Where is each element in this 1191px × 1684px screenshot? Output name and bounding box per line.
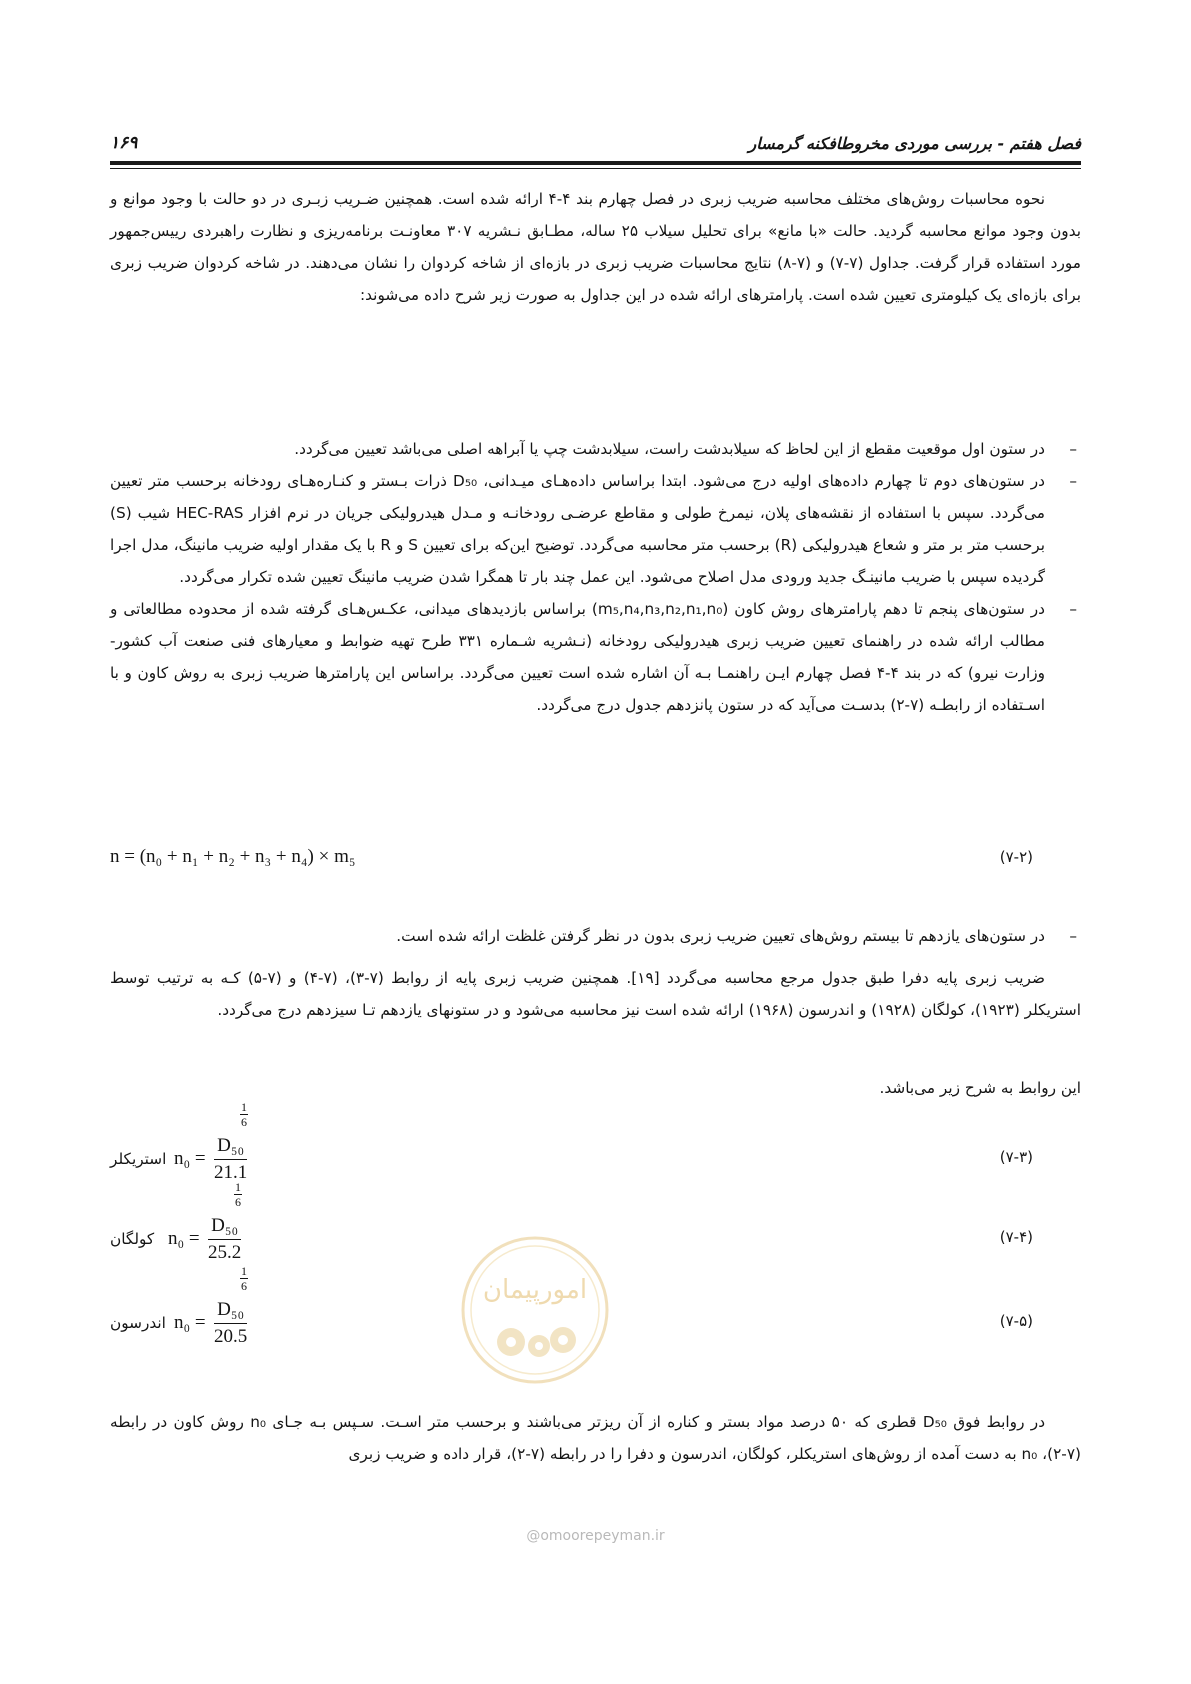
bullet-item <box>110 433 1081 465</box>
fraction-numerator: D₅₀ <box>217 1135 245 1156</box>
equation-cowan <box>110 846 1081 886</box>
equation-fraction <box>214 1264 248 1348</box>
paragraph-base-roughness: ضریب زبری پایه دفرا طبق جدول مرجع محاسبه می‌گردد [۱۹]. همچنین ضریب زبری پایه از روابط (۷-۳)، (۷-۴) و (۷-۵) کـه به ترتیب توسط استریکلر (۱۹۲۳)، کولگان (۱۹۲۸) و اندرسون (۱۹۶۸) ارائه شده است نیز محاسبه می‌شود و در ستونهای یازدهم تـا سیزدهم درج می‌گردد. <box>110 969 1081 1019</box>
equation-name: اندرسون <box>110 1314 166 1332</box>
equation-number: (۷-۲) <box>999 848 1033 866</box>
equation-name: استریکلر <box>110 1150 167 1168</box>
equation-number: (۷-۵) <box>999 1312 1033 1330</box>
equation-lhs: n₀ = <box>168 1228 200 1249</box>
bullet-text: در ستون‌های دوم تا چهارم داده‌های اولیه درج می‌شود. ابتدا براساس داده‌هـای میـدانی، D₅₀ ذرات بـستر و کنـاره‌هـای رودخانه برحسب متر تعیین می‌گردد. سپس با استفاده از نقشه‌های پلان، نیمرخ طولی و مقاطع عرضـی رودخانـه و مـدل هیدرولیکی جریان در نرم افزار HEC-RAS شیب (S) برحسب متر بر متر و شعاع هیدرولیکی (R) برحسب متر محاسبه می‌گردد. توضیح این‌که برای تعیین S و R با یک مقدار اولیه ضریب مانینگ، مدل اجرا گردیده سپس با ضریب مانینـگ جدید ورودی مدل اصلاح می‌شود. این عمل چند بار تا همگرا شدن ضریب مانینگ تعیین شده تکرار می‌گردد. <box>110 472 1045 586</box>
equation-lhs: n₀ = <box>174 1312 206 1333</box>
paragraph-d50-explanation: در روابط فوق D₅₀ قطری که ۵۰ درصد مواد بستر و کناره از آن ریزتر می‌باشند و برحسب متر اسـت. سـپس بـه جـای n₀ روش کاون در رابطه (۷-۲)، n₀ به دست آمده از روش‌های استریکلر، کولگان، اندرسون و دفرا را در رابطه (۷-۲)، قرار داده و ضریب زبری <box>110 1413 1081 1463</box>
equation-number: (۷-۳) <box>999 1148 1033 1166</box>
paragraph-intro: نحوه محاسبات روش‌های مختلف محاسبه ضریب زبری در فصل چهارم بند ۴-۴ ارائه شده است. همچنین ضـریب زبـری در دو حالت با وجود موانع و بدون وجود موانع محاسبه گردید. حالت «با مانع» برای تحلیل سیلاب ۲۵ ساله، مطـابق نـشریه ۳۰۷ معاونـت برنامه‌ریزی و نظارت راهبردی رییس‌جمهور مورد استفاده قرار گرفت. جداول (۷-۷) و (۷-۸) نتایج محاسبات ضریب زبری در بازه‌ای از شاخه کردوان را نشان می‌دهند. در شاخه کردوان ضریب زبری برای بازه‌ای یک کیلومتری تعیین شده است. پارامترهای ارائه شده در این جداول به صورت زیر شرح داده می‌شوند: <box>110 190 1081 304</box>
header-rule-thick <box>110 161 1081 165</box>
fraction-denominator: 21.1 <box>214 1162 248 1183</box>
dash-icon: – <box>1069 440 1077 458</box>
paragraph-relations-intro: این روابط به شرح زیر می‌باشد. <box>879 1079 1081 1097</box>
fraction-numerator: D₅₀ <box>211 1215 239 1236</box>
dash-icon: – <box>1069 927 1077 945</box>
page-number: ۱۶۹ <box>110 133 138 153</box>
bullet-list <box>110 433 1081 721</box>
bullet-item <box>110 920 1081 952</box>
watermark-url: @omoorepeyman.ir <box>526 1528 665 1544</box>
equation-lhs: n₀ = <box>174 1148 206 1169</box>
equation-formula: n = (n₀ + n₁ + n₂ + n₃ + n₄) × m₅ <box>110 846 356 867</box>
bullet-text: در ستون اول موقعیت مقطع از این لحاظ که سیلابدشت راست، سیلابدشت چپ یا آبراهه اصلی می‌باشد تعیین می‌گردد. <box>294 440 1045 458</box>
equation-name: کولگان <box>110 1230 155 1248</box>
bullet-item <box>110 593 1081 721</box>
fraction-denominator: 20.5 <box>214 1326 248 1347</box>
fraction-numerator: D₅₀ <box>217 1299 245 1320</box>
fraction-exponent: 1 6 <box>241 1264 247 1293</box>
bullet-text: در ستون‌های پنجم تا دهم پارامترهای روش کاون (m₅,n₄,n₃,n₂,n₁,n₀) براساس بازدیدهای میدانی، عکـس‌هـای گرفته شده از محدوده مطالعاتی و مطالب ارائه شده در راهنمای تعیین ضریب زبری هیدرولیکی رودخانه (نـشریه شـماره ۳۳۱ طرح تهیه ضوابط و معیارهای فنی صنعت آب کشور- وزارت نیرو) که در بند ۴-۴ فصل چهارم ایـن راهنمـا بـه آن اشاره شده است تعیین می‌گردد. براساس این پارامترها ضریب زبری به روش کاون و با اسـتفاده از رابطـه (۷-۲) بدسـت می‌آید که در ستون پانزدهم جدول درج می‌گردد. <box>110 600 1045 714</box>
fraction-exponent: 1 6 <box>235 1180 241 1209</box>
equation-fraction <box>208 1180 242 1264</box>
bullet-item <box>110 465 1081 593</box>
header-rule-thin <box>110 168 1081 169</box>
fraction-denominator: 25.2 <box>208 1242 242 1263</box>
equation-number: (۷-۴) <box>999 1228 1033 1246</box>
svg-text:امورپیمان: امورپیمان <box>482 1275 588 1305</box>
fraction-exponent: 1 6 <box>241 1100 247 1129</box>
equation-fraction <box>214 1100 248 1184</box>
page-header <box>110 128 1081 158</box>
bullet-list-2 <box>110 920 1081 952</box>
equation-strickler <box>110 1098 1081 1188</box>
bullet-text: در ستون‌های یازدهم تا بیستم روش‌های تعیین ضریب زبری بدون در نظر گرفتن غلظت ارائه شده است. <box>396 927 1045 945</box>
dash-icon: – <box>1069 472 1077 490</box>
chapter-title: فصل هفتم - بررسی موردی مخروطافکنه گرمسار <box>748 133 1081 153</box>
watermark-logo-icon <box>455 1230 615 1390</box>
dash-icon: – <box>1069 600 1077 618</box>
